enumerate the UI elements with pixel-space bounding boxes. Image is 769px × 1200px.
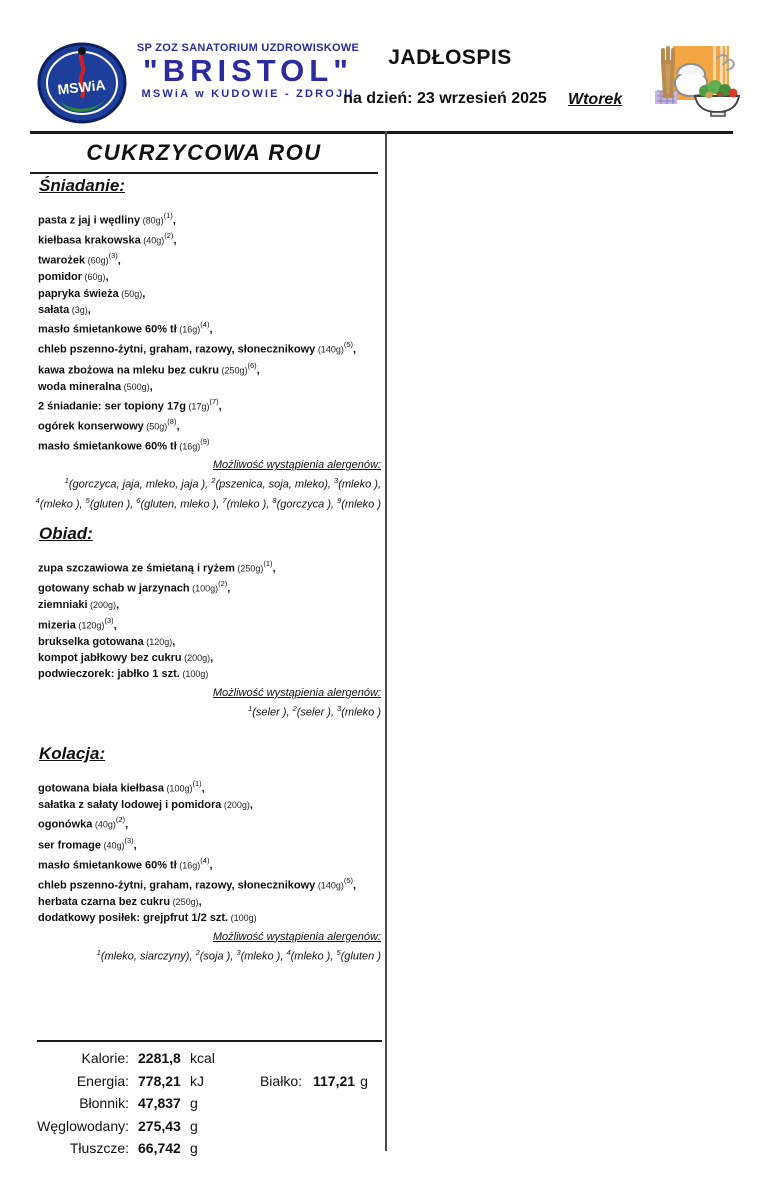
allergen-block — [35, 458, 383, 512]
menu-item: papryka świeża (50g), — [38, 287, 146, 300]
menu-item: kiełbasa krakowska $(40g)^{(2)}$, — [38, 231, 177, 247]
menu-item: 2 śniadanie: ser topiony 17g $(17g)^{(7)}$, — [38, 397, 222, 413]
allergen-heading: Możliwość wystąpienia alergenów: — [212, 930, 381, 943]
menu-item: mizeria $(120g)^{(3)}$, — [38, 615, 117, 632]
allergen-list: $^1$(seler ), $^2$(seler ), $^3$(mleko ) — [248, 703, 381, 719]
menu-item: pasta z jaj i wędliny $(80g)^{(1)}$, — [38, 211, 176, 227]
nutrition-row: Węglowodany: 275,43 g — [37, 1117, 198, 1134]
diet-title: CUKRZYCOWA ROU — [86, 140, 322, 165]
menu-item: brukselka gotowana (120g), — [38, 635, 176, 648]
menu-item: herbata czarna bez cukru (250g), — [38, 895, 202, 908]
menu-item: ser fromage $(40g)^{(3)}$, — [38, 835, 137, 852]
menu-item: ziemniaki (200g), — [38, 599, 120, 612]
menu-item: sałatka z sałaty lodowej i pomidora (200g), — [38, 799, 253, 812]
meal-section-kolacja — [35, 744, 383, 964]
menu-item: gotowany schab w jarzynach $(100g)^{(2)}$, — [38, 579, 231, 595]
allergen-list: $^1$(gorczyca, jaja, mleko, jaja ), $^2$(pszenica, soja, mleko), $^3$(mleko ), $^4$(mleko ), $^5$(gluten ), $^6$(gluten, mleko ), $^7$(mleko ), $^8$(gorczyca ), $^9$(mleko ) — [35, 476, 381, 511]
nutrition-row: Energia: 778,21 kJ Białko: 117,21 g — [76, 1072, 368, 1089]
menu-item: podwieczorek: jabłko 1 szt. (100g) — [38, 668, 209, 681]
allergen-list: $^1$(mleko, siarczyny), $^2$(soja ), $^3$(mleko ), $^4$(mleko ), $^5$(gluten ) — [96, 947, 381, 963]
sanatorium-logo — [35, 40, 360, 126]
nutrition-row: Kalorie: 2281,8 kcal — [81, 1050, 215, 1066]
meal-heading: Kolacja: — [39, 744, 106, 763]
org-name: "BRISTOL" — [143, 53, 353, 88]
weekday-label: Wtorek — [568, 91, 623, 108]
menu-item: chleb pszenno-żytni, graham, razowy, słonecznikowy $(140g)^{(5)}$, — [38, 875, 357, 892]
meal-heading: Obiad: — [39, 524, 93, 543]
allergen-block — [35, 930, 383, 965]
meal-heading: Śniadanie: — [39, 176, 125, 195]
menu-item: kompot jabłkowy bez cukru (200g), — [38, 652, 214, 664]
allergen-heading: Możliwość wystąpienia alergenów: — [212, 686, 381, 699]
meal-clipart-icon — [653, 44, 745, 120]
allergen-heading: Możliwość wystąpienia alergenów: — [212, 459, 381, 472]
menu-item: kawa zbożowa na mleku bez cukru $(250g)^{(6)}$, — [38, 360, 260, 377]
menu-item: masło śmietankowe 60% tł $(16g)^{(4)}$, — [38, 320, 213, 337]
doc-title: JADŁOSPIS — [388, 46, 512, 69]
menu-item: dodatkowy posiłek: grejpfrut 1/2 szt. (100g) — [38, 912, 257, 925]
column-divider — [385, 131, 387, 1151]
nutrition-rows — [37, 1050, 382, 1163]
allergen-block — [35, 686, 383, 721]
mswia-badge-icon — [37, 42, 127, 124]
meal-section-sniadanie — [35, 176, 383, 513]
menu-item: pomidor (60g), — [38, 271, 109, 284]
menu-item: ogonówka $(40g)^{(2)}$, — [38, 815, 129, 832]
svg-text:MSWiA: MSWiA — [56, 76, 107, 98]
meal-items — [35, 557, 383, 683]
org-line1: SP ZOZ SANATORIUM UZDROWISKOWE — [136, 42, 360, 54]
nutrition-summary — [37, 1040, 382, 1163]
doc-title-block — [330, 46, 570, 70]
meal-section-obiad — [35, 524, 383, 720]
menu-item: gotowana biała kiełbasa $(100g)^{(1)}$, — [38, 779, 205, 795]
nutrition-row: Tłuszcze: 66,742 g — [69, 1140, 198, 1156]
meal-items — [35, 209, 383, 455]
nutrition-row: Błonnik: 47,837 g — [79, 1095, 198, 1111]
menu-item: masło śmietankowe 60% tł $(16g)^{(4)}$, — [38, 855, 213, 872]
diet-title-box — [30, 134, 378, 174]
menu-date: na dzień: 23 wrzesień 2025 — [343, 90, 547, 107]
menu-item: masło śmietankowe 60% tł $(16g)^{(9)}$ — [38, 437, 210, 453]
menu-item: chleb pszenno-żytni, graham, razowy, słonecznikowy $(140g)^{(5)}$, — [38, 340, 357, 357]
menu-item: ogórek konserwowy $(50g)^{(8)}$, — [38, 417, 180, 433]
meal-items — [35, 777, 383, 927]
menu-item: woda mineralna (500g), — [38, 380, 153, 393]
menu-item: zupa szczawiowa ze śmietaną i ryżem $(250g)^{(1)}$, — [38, 559, 276, 575]
menu-item: sałata (3g), — [38, 304, 91, 316]
org-line3: MSWiA w KUDOWIE - ZDROJU — [141, 88, 355, 100]
menu-item: twarożek $(60g)^{(3)}$, — [38, 251, 121, 267]
